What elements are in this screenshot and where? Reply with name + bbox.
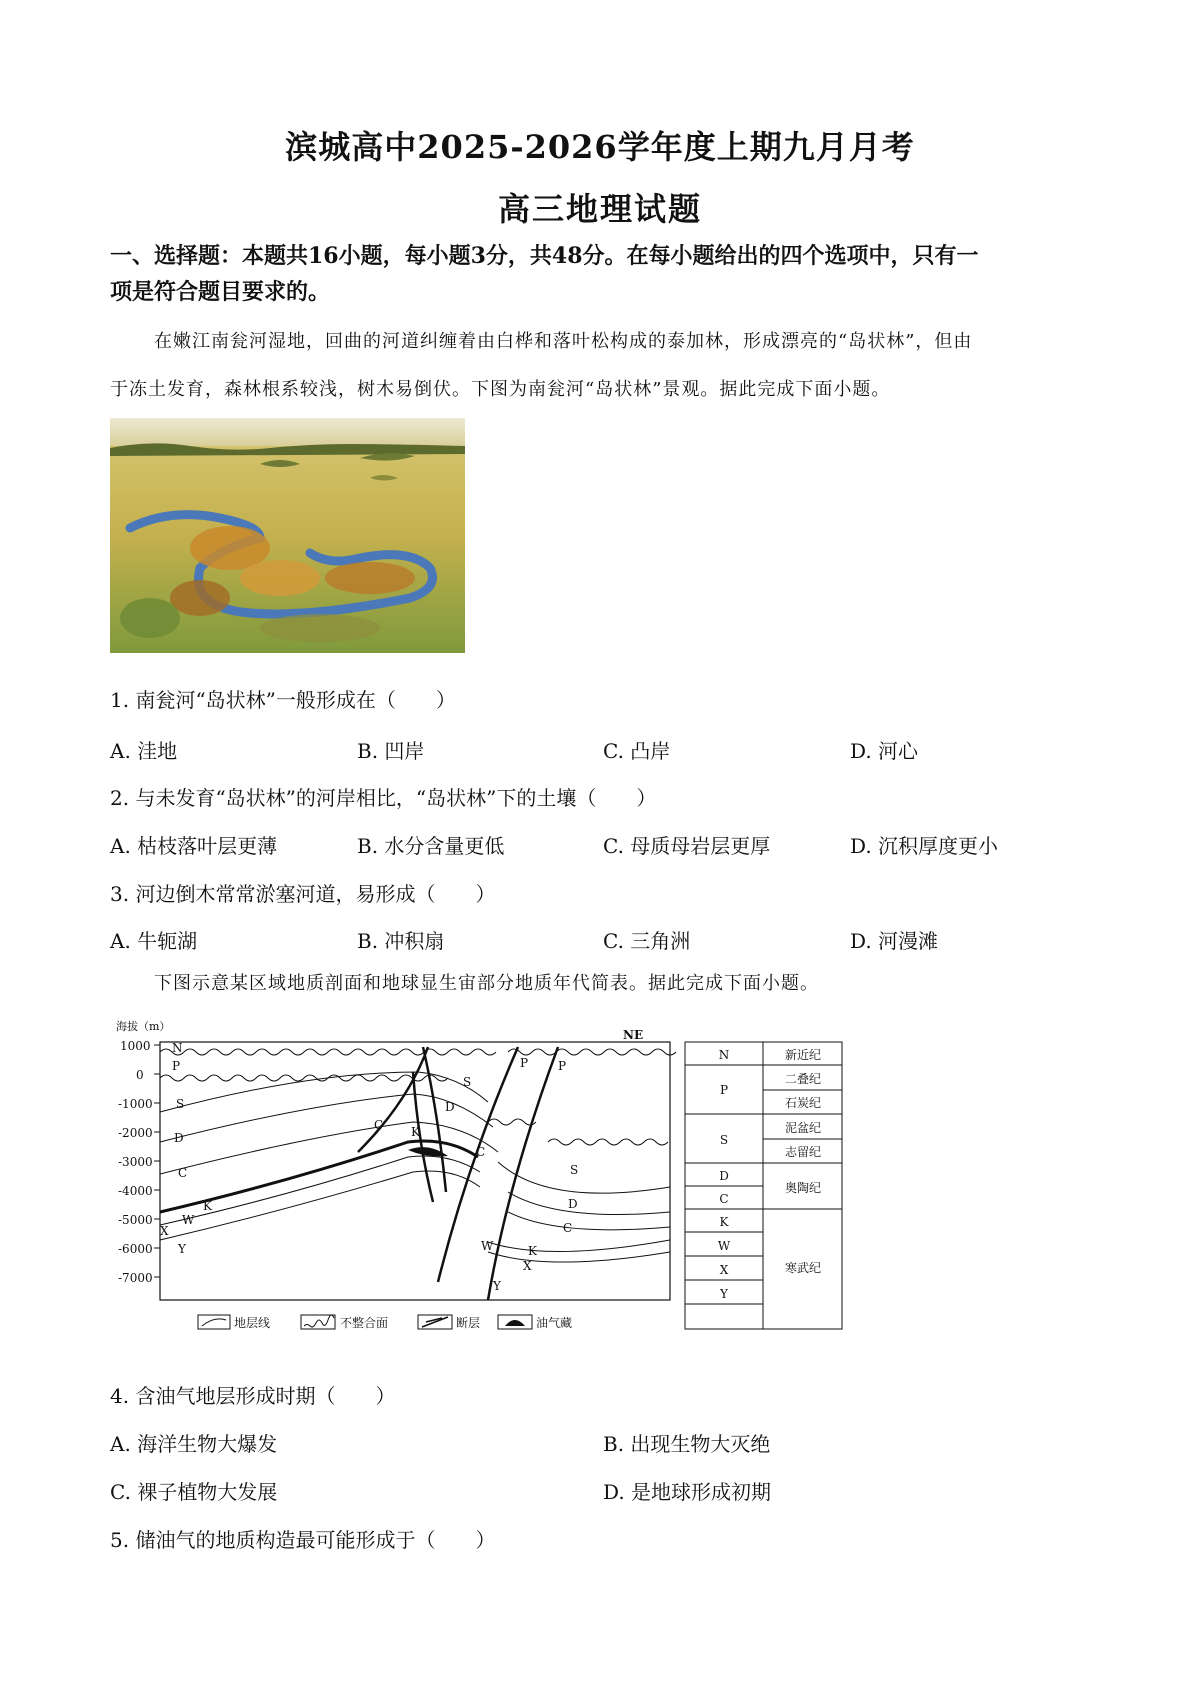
passage-2: 下图示意某区域地质剖面和地球显生宙部分地质年代简表。据此完成下面小题。 xyxy=(154,973,819,994)
stratum-label: D xyxy=(568,1197,578,1211)
y-tick: -3000 xyxy=(118,1155,153,1169)
era-code: S xyxy=(719,1133,729,1147)
stratum-label: P xyxy=(558,1059,567,1073)
stratum-label: K xyxy=(411,1125,420,1139)
period-name: 石炭纪 xyxy=(784,1096,822,1110)
stratum-label: D xyxy=(445,1100,455,1114)
era-code: N xyxy=(718,1048,730,1062)
legend-unconformity: 不整合面 xyxy=(340,1316,389,1330)
q3-option-b: B. 冲积扇 xyxy=(357,929,445,953)
period-name: 泥盆纪 xyxy=(784,1121,822,1135)
y-tick: -7000 xyxy=(118,1271,153,1285)
era-code: X xyxy=(719,1263,729,1277)
stratum-label: K xyxy=(203,1199,212,1213)
period-name: 奥陶纪 xyxy=(784,1181,822,1195)
question-2-stem: 2. 与未发育“岛状林”的河岸相比，“岛状林”下的土壤（ ） xyxy=(110,786,657,810)
passage-1 xyxy=(110,318,1100,414)
y-tick: 0 xyxy=(136,1068,144,1082)
q1-option-d: D. 河心 xyxy=(850,739,919,763)
q1-option-b: B. 凹岸 xyxy=(357,739,425,763)
passage-1-line2: 于冻土发育，森林根系较浅，树木易倒伏。下图为南瓮河“岛状林”景观。据此完成下面小题。 xyxy=(110,379,891,400)
legend-oil-gas: 油气藏 xyxy=(536,1316,573,1330)
stratum-label: S xyxy=(463,1075,472,1089)
y-tick: -2000 xyxy=(118,1126,153,1140)
stratum-label: N xyxy=(172,1041,183,1055)
question-5-stem: 5. 储油气的地质构造最可能形成于（ ） xyxy=(110,1528,496,1552)
stratum-label: W xyxy=(182,1213,195,1227)
exam-title: 滨城高中2025-2026学年度上期九月月考 xyxy=(285,128,915,166)
q1-option-a: A. 洼地 xyxy=(110,739,178,763)
era-code: W xyxy=(717,1239,731,1253)
stratum-label: W xyxy=(481,1239,494,1253)
period-name: 二叠纪 xyxy=(784,1072,822,1086)
question-4-stem: 4. 含油气地层形成时期（ ） xyxy=(110,1384,396,1408)
stratum-label: C xyxy=(178,1166,188,1180)
y-tick: -1000 xyxy=(118,1097,153,1111)
period-name: 寒武纪 xyxy=(784,1261,822,1275)
section-heading-line1: 一、选择题：本题共16小题，每小题3分，共48分。在每小题给出的四个选项中，只有一 xyxy=(110,243,979,269)
y-axis-title: 海拔（m） xyxy=(116,1020,171,1033)
q1-option-c: C. 凸岸 xyxy=(603,739,671,763)
q2-option-a: A. 枯枝落叶层更薄 xyxy=(110,834,278,858)
direction-label: NE xyxy=(623,1028,644,1042)
geologic-section-figure xyxy=(108,1012,860,1342)
stratum-label: Y xyxy=(178,1242,186,1256)
q2-option-d: D. 沉积厚度更小 xyxy=(850,834,999,858)
exam-subtitle: 高三地理试题 xyxy=(497,190,702,228)
y-tick: 1000 xyxy=(120,1039,151,1053)
stratum-label: C xyxy=(563,1221,573,1235)
y-tick: -5000 xyxy=(118,1213,153,1227)
question-3-stem: 3. 河边倒木常常淤塞河道，易形成（ ） xyxy=(110,882,496,906)
q4-option-a: A. 海洋生物大爆发 xyxy=(110,1432,278,1456)
stratum-label: S xyxy=(176,1097,185,1111)
period-name: 新近纪 xyxy=(784,1048,822,1062)
stratum-label: P xyxy=(520,1056,529,1070)
stratum-label: S xyxy=(570,1163,579,1177)
era-code: D xyxy=(719,1169,729,1183)
era-code: Y xyxy=(720,1287,728,1301)
stratum-label: K xyxy=(528,1244,537,1258)
q4-option-d: D. 是地球形成初期 xyxy=(603,1480,772,1504)
stratum-label: C xyxy=(374,1118,384,1132)
stratum-label: X xyxy=(160,1224,169,1238)
stratum-label: Y xyxy=(493,1279,501,1293)
era-code: P xyxy=(719,1083,729,1097)
q3-option-d: D. 河漫滩 xyxy=(850,929,939,953)
section-heading xyxy=(110,238,1100,310)
legend-stratum-line: 地层线 xyxy=(234,1316,271,1330)
stratum-label: X xyxy=(523,1259,532,1273)
stratum-label: C xyxy=(476,1145,486,1159)
era-code: C xyxy=(719,1192,729,1206)
q4-option-b: B. 出现生物大灭绝 xyxy=(603,1432,771,1456)
q4-option-c: C. 裸子植物大发展 xyxy=(110,1480,278,1504)
q2-option-b: B. 水分含量更低 xyxy=(357,834,505,858)
y-tick: -4000 xyxy=(118,1184,153,1198)
y-tick: -6000 xyxy=(118,1242,153,1256)
island-forest-photo xyxy=(110,418,465,653)
question-1-stem: 1. 南瓮河“岛状林”一般形成在（ ） xyxy=(110,688,456,712)
stratum-label: D xyxy=(174,1131,184,1145)
stratum-label: P xyxy=(172,1059,181,1073)
q2-option-c: C. 母质母岩层更厚 xyxy=(603,834,771,858)
passage-1-line1: 在嫩江南瓮河湿地，回曲的河道纠缠着由白桦和落叶松构成的泰加林，形成漂亮的“岛状林”，但由 xyxy=(154,331,973,352)
period-name: 志留纪 xyxy=(784,1145,822,1159)
q3-option-c: C. 三角洲 xyxy=(603,929,691,953)
era-code: K xyxy=(719,1215,729,1229)
legend-fault: 断层 xyxy=(456,1316,481,1330)
q3-option-a: A. 牛轭湖 xyxy=(110,929,198,953)
section-heading-line2: 项是符合题目要求的。 xyxy=(110,279,331,305)
